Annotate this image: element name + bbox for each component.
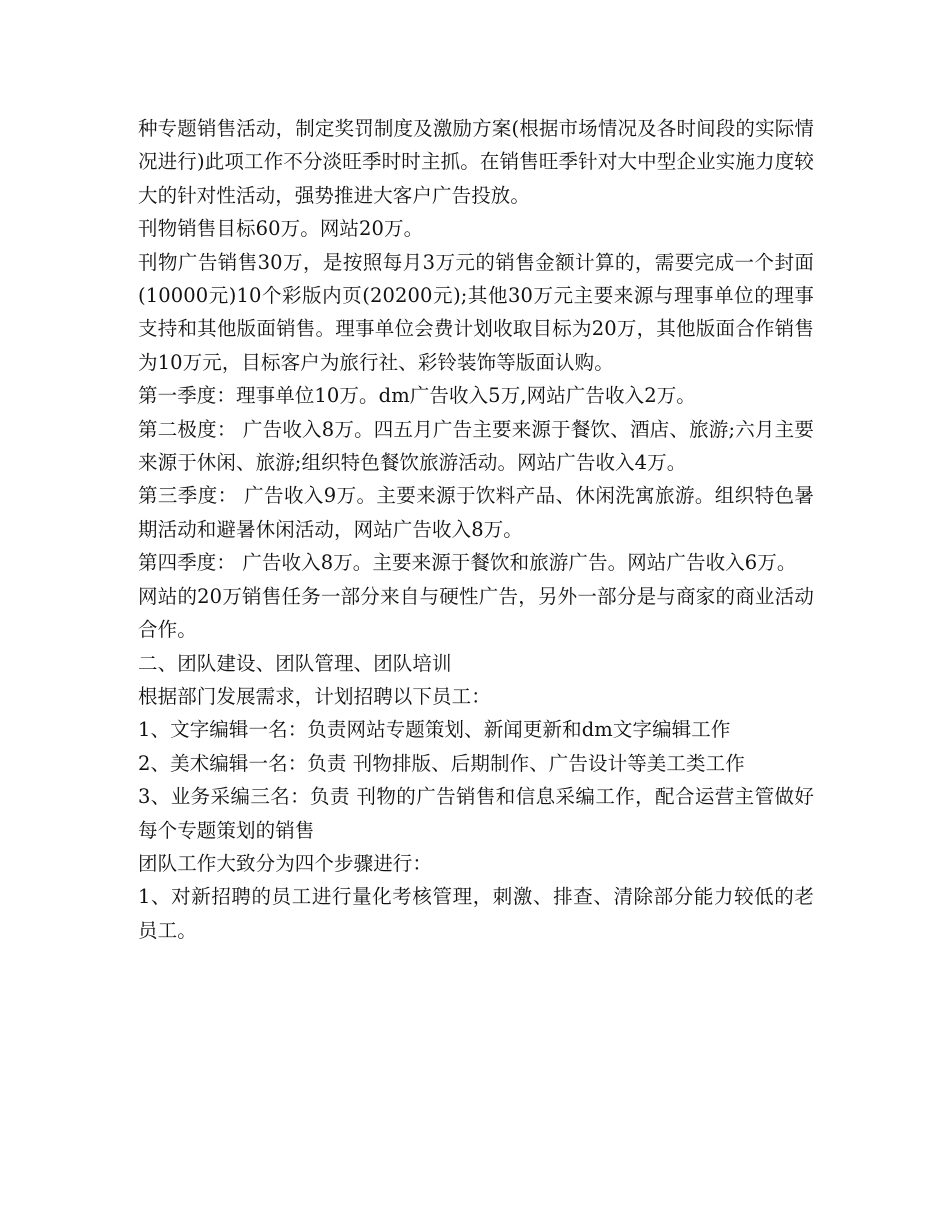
- list-item-step-1: 1、对新招聘的员工进行量化考核管理，刺激、排查、清除部分能力较低的老员工。: [138, 885, 814, 942]
- paragraph-q3: 第三季度： 广告收入9万。主要来源于饮料产品、休闲洗寓旅游。组织特色暑期活动和避暑休闲活动，网站广告收入8万。: [138, 484, 814, 541]
- list-item-business-editor: 3、业务采编三名：负责 刊物的广告销售和信息采编工作，配合运营主管做好每个专题策划的销售: [138, 785, 814, 842]
- paragraph-q2: 第二极度： 广告收入8万。四五月广告主要来源于餐饮、酒店、旅游;六月主要来源于休闲、旅游;组织特色餐饮旅游活动。网站广告收入4万。: [138, 417, 814, 475]
- section-heading-team: 二、团队建设、团队管理、团队培训: [138, 651, 452, 675]
- list-item-text-editor: 1、文字编辑一名：负责网站专题策划、新闻更新和dm文字编辑工作: [138, 718, 731, 742]
- paragraph-magazine-ad-sales: 刊物广告销售30万，是按照每月3万元的销售金额计算的，需要完成一个封面(10000元)10个彩版内页(20200元);其他30万元主要来源与理事单位的理事支持和其他版面销售。理事单位会费计划收取目标为20万，其他版面合作销售为10万元，目标客户为旅行社、彩铃装饰等版面认购。: [138, 250, 814, 374]
- document-body: [138, 112, 814, 947]
- paragraph-website-sales: 网站的20万销售任务一部分来自与硬性广告，另外一部分是与商家的商业活动合作。: [138, 584, 814, 642]
- paragraph-hiring-plan: 根据部门发展需求，计划招聘以下员工：: [138, 684, 491, 708]
- paragraph-special-sales: 种专题销售活动，制定奖罚制度及激励方案(根据市场情况及各时间段的实际情况进行)此项工作不分淡旺季时时主抓。在销售旺季针对大中型企业实施力度较大的针对性活动，强势推进大客户广告投放。: [138, 117, 814, 207]
- paragraph-team-steps: 团队工作大致分为四个步骤进行：: [138, 851, 433, 875]
- list-item-art-editor: 2、美术编辑一名：负责 刊物排版、后期制作、广告设计等美工类工作: [138, 751, 745, 775]
- paragraph-sales-target: 刊物销售目标60万。网站20万。: [138, 217, 424, 241]
- paragraph-q1: 第一季度：理事单位10万。dm广告收入5万,网站广告收入2万。: [138, 384, 696, 408]
- paragraph-q4: 第四季度： 广告收入8万。主要来源于餐饮和旅游广告。网站广告收入6万。: [138, 551, 797, 575]
